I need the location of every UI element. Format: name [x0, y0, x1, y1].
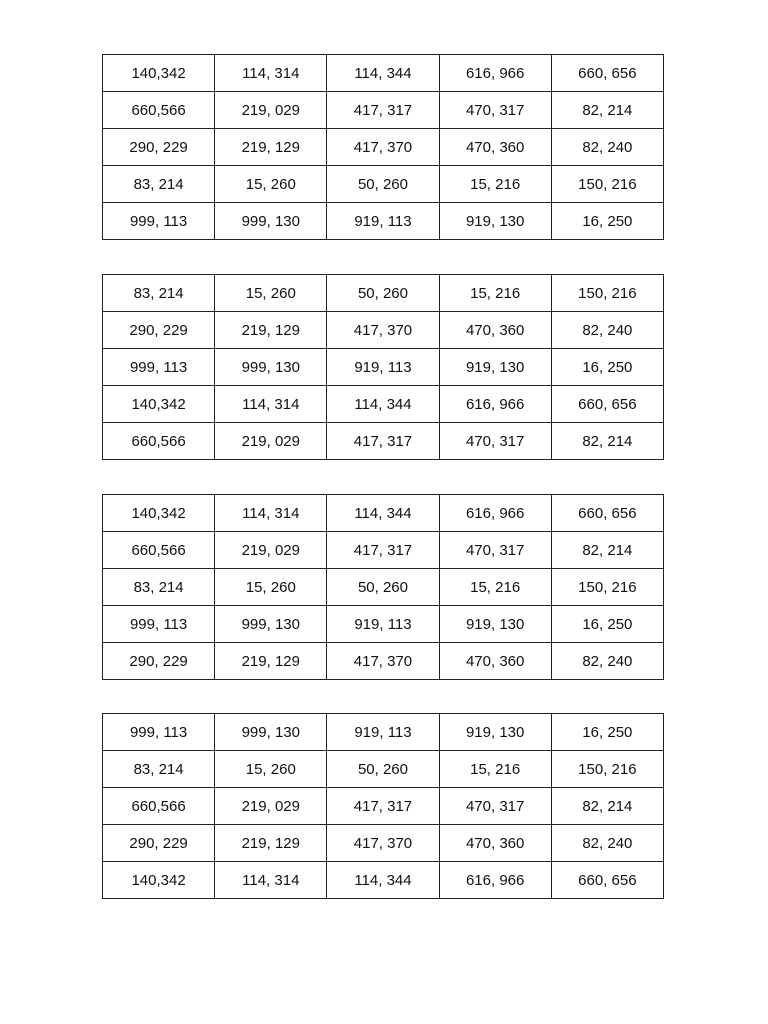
table-row: [103, 714, 664, 751]
table-row: [103, 643, 664, 680]
table-cell: 417, 370: [327, 825, 439, 862]
table-row: [103, 788, 664, 825]
table-row: [103, 312, 664, 349]
table-cell: 616, 966: [439, 55, 551, 92]
table-cell: 219, 129: [215, 129, 327, 166]
table-cell: 999, 113: [103, 606, 215, 643]
table-row: [103, 92, 664, 129]
table-cell: 15, 260: [215, 166, 327, 203]
table-row: [103, 55, 664, 92]
table-cell: 417, 370: [327, 129, 439, 166]
table-cell: 919, 113: [327, 714, 439, 751]
table-cell: 150, 216: [551, 569, 663, 606]
table-cell: 15, 216: [439, 751, 551, 788]
table-cell: 470, 317: [439, 423, 551, 460]
table-cell: 150, 216: [551, 751, 663, 788]
table-cell: 919, 113: [327, 203, 439, 240]
table-cell: 140,342: [103, 55, 215, 92]
table-cell: 82, 214: [551, 92, 663, 129]
table-cell: 219, 029: [215, 92, 327, 129]
table-cell: 140,342: [103, 386, 215, 423]
table-cell: 83, 214: [103, 569, 215, 606]
table-cell: 470, 317: [439, 92, 551, 129]
table-cell: 114, 314: [215, 495, 327, 532]
table-cell: 290, 229: [103, 312, 215, 349]
table-cell: 83, 214: [103, 275, 215, 312]
table-row: [103, 129, 664, 166]
table-row: [103, 386, 664, 423]
table-cell: 114, 314: [215, 386, 327, 423]
table-cell: 470, 360: [439, 643, 551, 680]
table-cell: 470, 360: [439, 129, 551, 166]
table-cell: 50, 260: [327, 275, 439, 312]
table-row: [103, 569, 664, 606]
number-table-4: [102, 713, 664, 899]
table-cell: 82, 214: [551, 423, 663, 460]
table-cell: 417, 370: [327, 312, 439, 349]
table-cell: 219, 129: [215, 643, 327, 680]
table-cell: 616, 966: [439, 386, 551, 423]
table-cell: 999, 130: [215, 349, 327, 386]
table-cell: 219, 129: [215, 312, 327, 349]
table-cell: 114, 344: [327, 495, 439, 532]
table-row: [103, 751, 664, 788]
table-cell: 417, 317: [327, 788, 439, 825]
table-cell: 50, 260: [327, 569, 439, 606]
table-cell: 82, 214: [551, 532, 663, 569]
table-cell: 417, 317: [327, 423, 439, 460]
table-cell: 417, 370: [327, 643, 439, 680]
table-cell: 999, 130: [215, 203, 327, 240]
table-cell: 150, 216: [551, 275, 663, 312]
table-cell: 114, 314: [215, 55, 327, 92]
table-cell: 660,566: [103, 423, 215, 460]
table-cell: 15, 216: [439, 569, 551, 606]
table-cell: 660, 656: [551, 386, 663, 423]
table-cell: 15, 260: [215, 751, 327, 788]
table-cell: 16, 250: [551, 714, 663, 751]
table-cell: 50, 260: [327, 166, 439, 203]
table-row: [103, 349, 664, 386]
table-cell: 82, 240: [551, 643, 663, 680]
table-cell: 83, 214: [103, 166, 215, 203]
table-cell: 999, 113: [103, 203, 215, 240]
table-cell: 16, 250: [551, 349, 663, 386]
table-cell: 15, 216: [439, 275, 551, 312]
table-cell: 919, 113: [327, 349, 439, 386]
table-cell: 82, 240: [551, 129, 663, 166]
table-cell: 660,566: [103, 532, 215, 569]
table-row: [103, 423, 664, 460]
table-cell: 219, 129: [215, 825, 327, 862]
table-cell: 50, 260: [327, 751, 439, 788]
table-cell: 616, 966: [439, 495, 551, 532]
table-cell: 470, 317: [439, 532, 551, 569]
table-cell: 83, 214: [103, 751, 215, 788]
table-row: [103, 606, 664, 643]
table-cell: 114, 344: [327, 386, 439, 423]
table-cell: 219, 029: [215, 788, 327, 825]
table-row: [103, 495, 664, 532]
table-cell: 999, 130: [215, 714, 327, 751]
table-cell: 114, 314: [215, 862, 327, 899]
table-cell: 82, 214: [551, 788, 663, 825]
table-row: [103, 825, 664, 862]
table-cell: 82, 240: [551, 312, 663, 349]
table-cell: 616, 966: [439, 862, 551, 899]
table-cell: 15, 260: [215, 275, 327, 312]
number-table-2: [102, 274, 664, 460]
table-cell: 470, 317: [439, 788, 551, 825]
table-cell: 290, 229: [103, 643, 215, 680]
table-row: [103, 532, 664, 569]
table-cell: 660, 656: [551, 862, 663, 899]
table-cell: 140,342: [103, 495, 215, 532]
table-cell: 919, 130: [439, 203, 551, 240]
table-cell: 919, 130: [439, 606, 551, 643]
table-cell: 16, 250: [551, 203, 663, 240]
table-cell: 417, 317: [327, 92, 439, 129]
table-cell: 660,566: [103, 788, 215, 825]
table-row: [103, 862, 664, 899]
table-cell: 114, 344: [327, 55, 439, 92]
number-table-3: [102, 494, 664, 680]
table-cell: 15, 260: [215, 569, 327, 606]
table-cell: 290, 229: [103, 129, 215, 166]
table-cell: 82, 240: [551, 825, 663, 862]
table-cell: 150, 216: [551, 166, 663, 203]
table-row: [103, 275, 664, 312]
table-row: [103, 166, 664, 203]
table-cell: 999, 113: [103, 349, 215, 386]
table-cell: 470, 360: [439, 825, 551, 862]
table-cell: 114, 344: [327, 862, 439, 899]
table-cell: 999, 113: [103, 714, 215, 751]
table-cell: 919, 130: [439, 714, 551, 751]
table-cell: 219, 029: [215, 532, 327, 569]
table-cell: 660,566: [103, 92, 215, 129]
table-cell: 919, 130: [439, 349, 551, 386]
table-cell: 470, 360: [439, 312, 551, 349]
table-cell: 660, 656: [551, 495, 663, 532]
table-cell: 219, 029: [215, 423, 327, 460]
number-table-1: [102, 54, 664, 240]
table-cell: 999, 130: [215, 606, 327, 643]
table-cell: 140,342: [103, 862, 215, 899]
table-cell: 919, 113: [327, 606, 439, 643]
table-cell: 16, 250: [551, 606, 663, 643]
table-cell: 660, 656: [551, 55, 663, 92]
table-cell: 290, 229: [103, 825, 215, 862]
table-row: [103, 203, 664, 240]
table-cell: 15, 216: [439, 166, 551, 203]
table-cell: 417, 317: [327, 532, 439, 569]
